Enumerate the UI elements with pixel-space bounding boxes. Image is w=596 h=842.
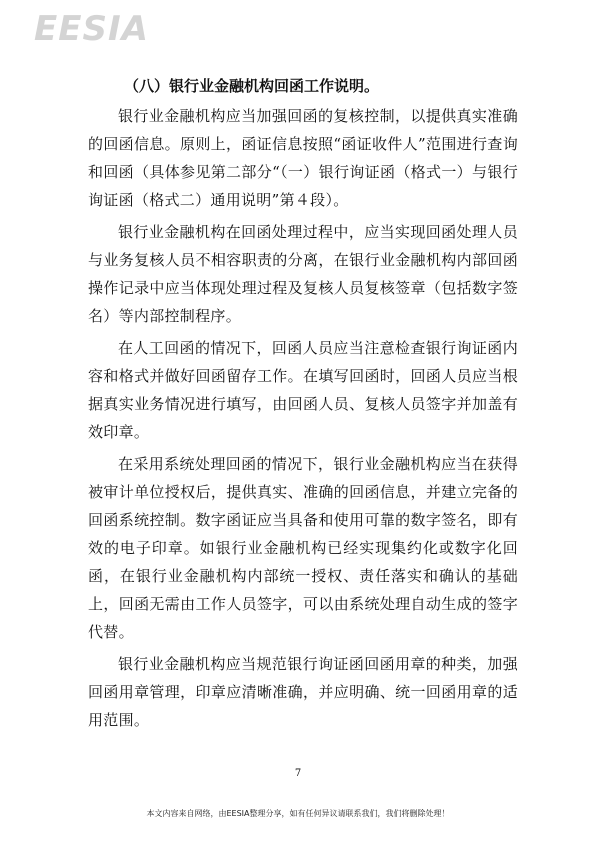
- document-body: [88, 72, 518, 738]
- section-heading: （八）银行业金融机构回函工作说明。: [124, 77, 380, 95]
- paragraph-2: 银行业金融机构在回函处理过程中，应当实现回函处理人员与业务复核人员不相容职责的分离，在银行业金融机构内部回函操作记录中应当体现处理过程及复核人员复核签章（包括数字签名）等内部控制程序。: [88, 223, 518, 325]
- paragraph-1: 银行业金融机构应当加强回函的复核控制，以提供真实准确的回函信息。原则上，函证信息按照“函证收件人”范围进行查询和回函（具体参见第二部分“（一）银行询证函（格式一）与银行询证函（格式二）通用说明”第４段）。: [88, 107, 518, 209]
- footer-disclaimer: 本文内容来自网络，由EESIA整理分享，如有任何异议请联系我们，我们将删除处理！: [146, 809, 450, 818]
- page-number: 7: [294, 768, 302, 779]
- paragraph-5: 银行业金融机构应当规范银行询证函回函用章的种类，加强回函用章管理，印章应清晰准确，并应明确、统一回函用章的适用范围。: [88, 655, 518, 729]
- paragraph-3: 在人工回函的情况下，回函人员应当注意检查银行询证函内容和格式并做好回函留存工作。在填写回函时，回函人员应当根据真实业务情况进行填写，由回函人员、复核人员签字并加盖有效印章。: [88, 339, 518, 441]
- paragraph-4: 在采用系统处理回函的情况下，银行业金融机构应当在获得被审计单位授权后，提供真实、准确的回函信息，并建立完备的回函系统控制。数字函证应当具备和使用可靠的数字签名，即有效的电子印章。如银行业金融机构已经实现集约化或数字化回函，在银行业金融机构内部统一授权、责任落实和确认的基础上，回函无需由工作人员签字，可以由系统处理自动生成的签字代替。: [88, 455, 518, 641]
- eesia-logo: EESIA: [34, 9, 149, 49]
